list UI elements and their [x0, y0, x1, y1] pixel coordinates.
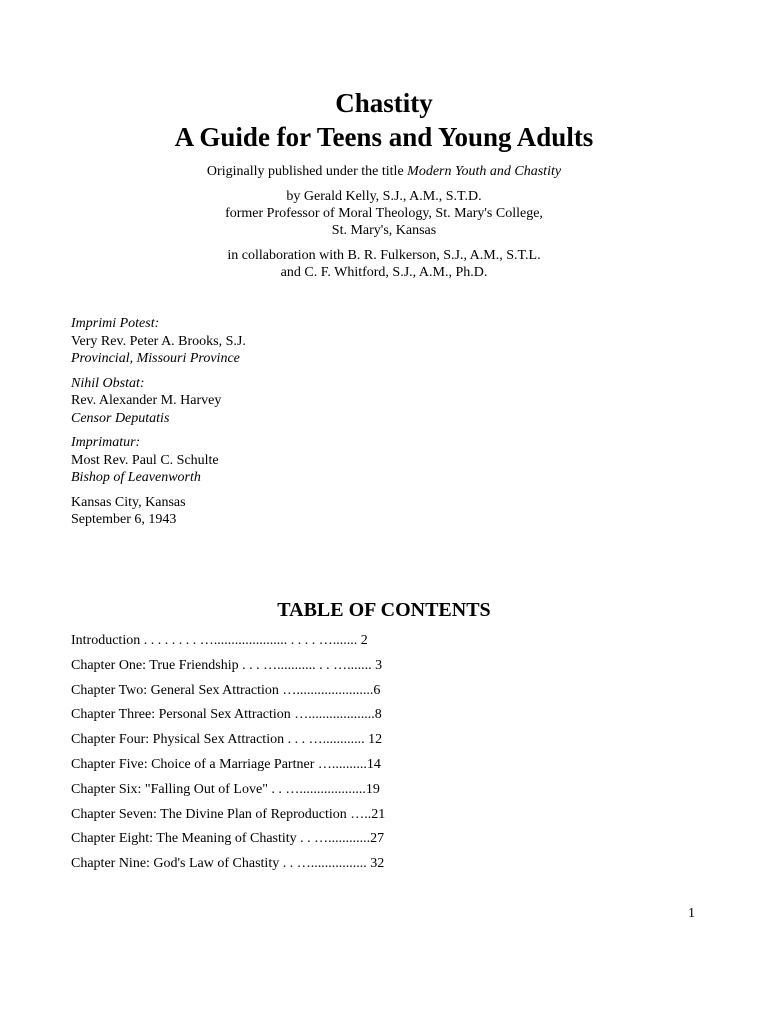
page-number: 1	[688, 906, 695, 921]
author-line: by Gerald Kelly, S.J., A.M., S.T.D.	[286, 189, 482, 204]
approval-name: Most Rev. Paul C. Schulte	[71, 452, 219, 468]
toc-heading: TABLE OF CONTENTS	[277, 599, 491, 621]
toc-entry: Chapter Nine: God's Law of Chastity . . …................ 32	[71, 856, 385, 872]
collaboration-block	[0, 247, 768, 281]
toc-entry: Chapter Seven: The Divine Plan of Reproduction …..21	[71, 806, 386, 822]
toc-entry: Chapter Five: Choice of a Marriage Partner …..........14	[71, 756, 381, 772]
approval-role: Provincial, Missouri Province	[71, 351, 240, 366]
document-subtitle: A Guide for Teens and Young Adults	[174, 122, 594, 152]
toc-entry: Chapter Two: General Sex Attraction …......................6	[71, 682, 381, 698]
table-of-contents	[71, 632, 385, 880]
original-title: Modern Youth and Chastity	[407, 164, 562, 179]
toc-entry: Chapter Three: Personal Sex Attraction …...................8	[71, 707, 382, 723]
author-line: St. Mary's, Kansas	[331, 223, 437, 238]
approval-name: Very Rev. Peter A. Brooks, S.J.	[71, 333, 246, 349]
original-title-prefix: Originally published under the title	[206, 164, 408, 179]
toc-entry: Chapter Six: "Falling Out of Love" . . …...................19	[71, 781, 380, 797]
collaboration-line: and C. F. Whitford, S.J., A.M., Ph.D.	[280, 265, 488, 280]
author-line: former Professor of Moral Theology, St. Mary's College,	[225, 206, 543, 221]
toc-entry: Chapter Four: Physical Sex Attraction . . . …............ 12	[71, 732, 383, 748]
place: Kansas City, Kansas	[71, 494, 186, 510]
original-title-note	[0, 163, 768, 180]
toc-entry: Chapter One: True Friendship . . . …........... . . …....... 3	[71, 657, 383, 673]
approval-name: Rev. Alexander M. Harvey	[71, 393, 222, 408]
approval-label: Imprimatur:	[71, 435, 141, 450]
ecclesiastical-approvals	[71, 315, 246, 536]
toc-entry: Introduction . . . . . . . . …..................... . . . . …....... 2	[71, 633, 368, 648]
author-block	[0, 188, 768, 239]
document-title: Chastity	[335, 88, 433, 118]
title-block	[0, 86, 768, 281]
toc-entry: Chapter Eight: The Meaning of Chastity . . …............27	[71, 831, 385, 847]
approval-role: Censor Deputatis	[71, 410, 170, 426]
approval-label: Imprimi Potest:	[71, 316, 160, 331]
place-date	[71, 494, 246, 529]
approval-role: Bishop of Leavenworth	[71, 470, 201, 485]
approval-imprimi-potest	[71, 315, 246, 368]
approval-imprimatur	[71, 434, 246, 487]
approval-label: Nihil Obstat:	[71, 375, 145, 391]
approval-nihil-obstat	[71, 375, 246, 428]
date: September 6, 1943	[71, 512, 177, 527]
collaboration-line: in collaboration with B. R. Fulkerson, S.J., A.M., S.T.L.	[227, 248, 541, 263]
